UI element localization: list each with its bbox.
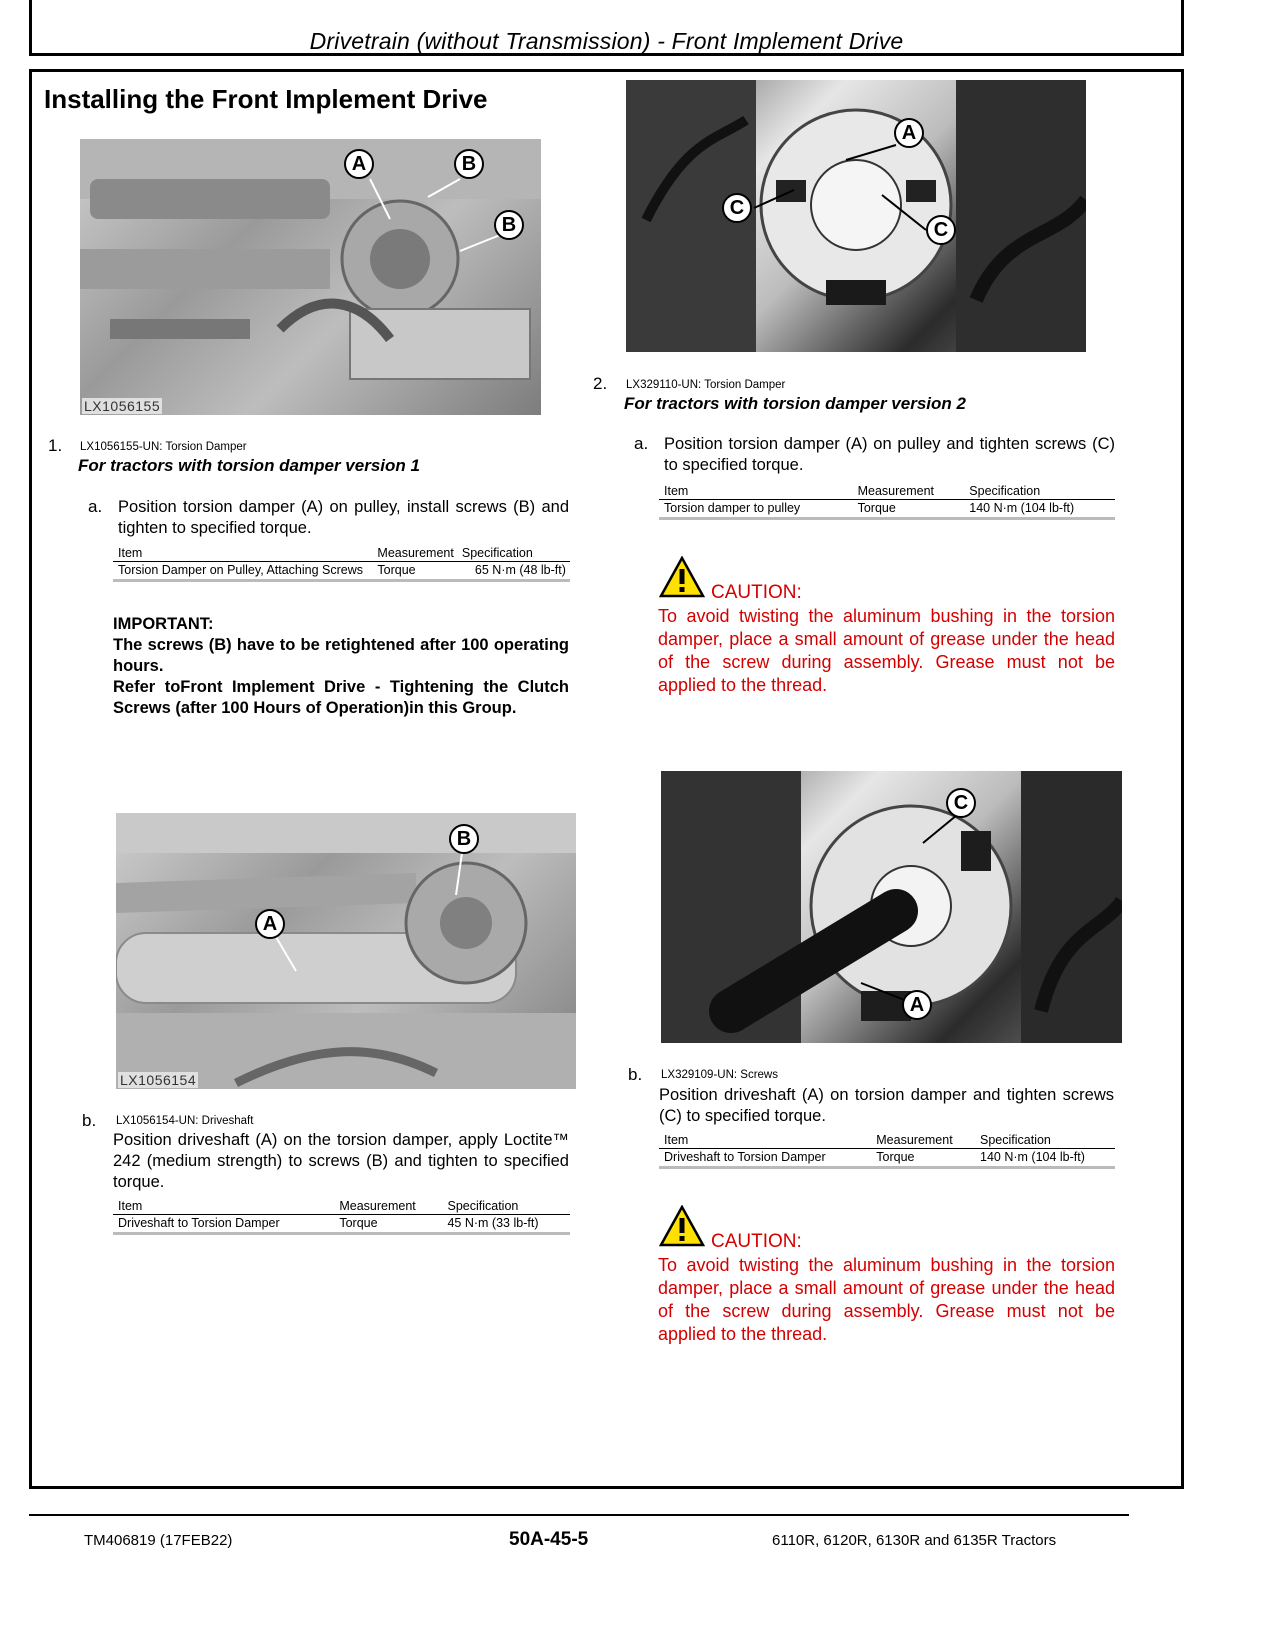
- col-header-specification: Specification: [975, 1133, 1115, 1149]
- driveshaft-photo-v1: [116, 813, 576, 1089]
- cell-measurement: Torque: [871, 1149, 975, 1168]
- caution-title: CAUTION:: [711, 1231, 802, 1252]
- cell-specification: 45 N·m (33 lb-ft): [442, 1215, 570, 1234]
- instruction-text: Position driveshaft (A) on torsion damper and tighten screws (C) to specified torque.: [659, 1086, 1114, 1125]
- cell-measurement: Torque: [334, 1215, 442, 1234]
- torque-spec-table: [113, 1199, 570, 1235]
- cell-item: Torsion damper to pulley: [659, 500, 853, 519]
- torque-spec-table: [659, 484, 1115, 520]
- col-header-item: Item: [113, 1199, 334, 1215]
- figure-caption: LX1056154-UN: Driveshaft: [116, 1115, 254, 1127]
- footer-models: 6110R, 6120R, 6130R and 6135R Tractors: [772, 1532, 1057, 1549]
- photo-id-label: LX1056155: [84, 398, 161, 414]
- col-header-measurement: Measurement: [334, 1199, 442, 1215]
- important-line-2: Refer toFront Implement Drive - Tightening the Clutch Screws (after 100 Hours of Operation)in this Group.: [113, 678, 569, 717]
- photo-illustration: [80, 139, 541, 415]
- col-header-item: Item: [659, 1133, 871, 1149]
- photo-id-label: LX1056154: [120, 1072, 197, 1088]
- torsion-damper-photo-v2: [626, 80, 1086, 352]
- figure-caption: LX1056155-UN: Torsion Damper: [80, 441, 247, 453]
- callout-a: A: [344, 149, 374, 179]
- callout-b: B: [494, 210, 524, 240]
- cell-item: Torsion Damper on Pulley, Attaching Screws: [113, 562, 372, 581]
- table-row: [659, 1149, 1115, 1168]
- substep-letter: b.: [82, 1111, 97, 1130]
- step-number: 1.: [48, 436, 63, 455]
- important-notice: [113, 614, 569, 719]
- photo-illustration: [626, 80, 1086, 352]
- caution-warning-icon: [659, 1205, 705, 1247]
- page-header-title: Drivetrain (without Transmission) - Front Implement Drive: [309, 28, 904, 54]
- important-title: IMPORTANT:: [113, 615, 214, 633]
- torsion-damper-photo-v1: [80, 139, 541, 415]
- cell-specification: 140 N·m (104 lb-ft): [975, 1149, 1115, 1168]
- table-row: [659, 500, 1115, 519]
- figure-caption: LX329110-UN: Torsion Damper: [626, 379, 786, 391]
- figure-caption: LX329109-UN: Screws: [661, 1069, 778, 1081]
- col-header-measurement: Measurement: [853, 484, 965, 500]
- col-header-specification: Specification: [442, 1199, 570, 1215]
- torque-spec-table: [659, 1133, 1115, 1169]
- instruction-text: Position driveshaft (A) on the torsion damper, apply Loctite™ 242 (medium strength) to screws (B) and tighten to specified torque.: [113, 1131, 569, 1191]
- caution-text: To avoid twisting the aluminum bushing in the torsion damper, place a small amount of grease under the head of the screw during assembly. Grease must not be applied to the thread.: [658, 1255, 1115, 1344]
- callout-b: B: [449, 824, 479, 854]
- callout-a: A: [255, 909, 285, 939]
- substep-letter: a.: [634, 434, 649, 453]
- footer-doc-id: TM406819 (17FEB22): [84, 1532, 233, 1549]
- variant-heading: For tractors with torsion damper version 2: [624, 394, 966, 413]
- footer-page-number: 50A-45-5: [509, 1529, 589, 1550]
- callout-c: C: [946, 788, 976, 818]
- cell-item: Driveshaft to Torsion Damper: [659, 1149, 871, 1168]
- caution-warning-icon: [659, 556, 705, 598]
- instruction-text: Position torsion damper (A) on pulley and tighten screws (C) to specified torque.: [664, 435, 1115, 474]
- col-header-item: Item: [659, 484, 853, 500]
- caution-title: CAUTION:: [711, 582, 802, 603]
- callout-c: C: [926, 215, 956, 245]
- callout-c: C: [722, 193, 752, 223]
- section-title: Installing the Front Implement Drive: [44, 84, 488, 114]
- instruction-text: Position torsion damper (A) on pulley, install screws (B) and tighten to specified torque.: [118, 498, 569, 537]
- callout-a: A: [894, 118, 924, 148]
- cell-measurement: Torque: [372, 562, 456, 581]
- col-header-item: Item: [113, 546, 372, 562]
- callout-a: A: [902, 990, 932, 1020]
- cell-item: Driveshaft to Torsion Damper: [113, 1215, 334, 1234]
- table-row: [113, 1215, 570, 1234]
- table-row: [113, 562, 570, 581]
- col-header-measurement: Measurement: [372, 546, 456, 562]
- photo-illustration: [661, 771, 1122, 1043]
- callout-b: B: [454, 149, 484, 179]
- substep-letter: a.: [88, 497, 103, 516]
- cell-measurement: Torque: [853, 500, 965, 519]
- substep-letter: b.: [628, 1065, 643, 1084]
- photo-illustration: [116, 813, 576, 1089]
- caution-text: To avoid twisting the aluminum bushing in the torsion damper, place a small amount of grease under the head of the screw during assembly. Grease must not be applied to the thread.: [658, 606, 1115, 695]
- footer-rule: [29, 1514, 1129, 1516]
- torque-spec-table: [113, 546, 570, 582]
- variant-heading: For tractors with torsion damper version 1: [78, 456, 420, 475]
- cell-specification: 140 N·m (104 lb-ft): [964, 500, 1115, 519]
- important-line-1: The screws (B) have to be retightened after 100 operating hours.: [113, 636, 569, 675]
- step-number: 2.: [593, 374, 608, 393]
- col-header-specification: Specification: [964, 484, 1115, 500]
- col-header-measurement: Measurement: [871, 1133, 975, 1149]
- driveshaft-photo-v2: [661, 771, 1122, 1043]
- col-header-specification: Specification: [457, 546, 570, 562]
- cell-specification: 65 N·m (48 lb-ft): [457, 562, 570, 581]
